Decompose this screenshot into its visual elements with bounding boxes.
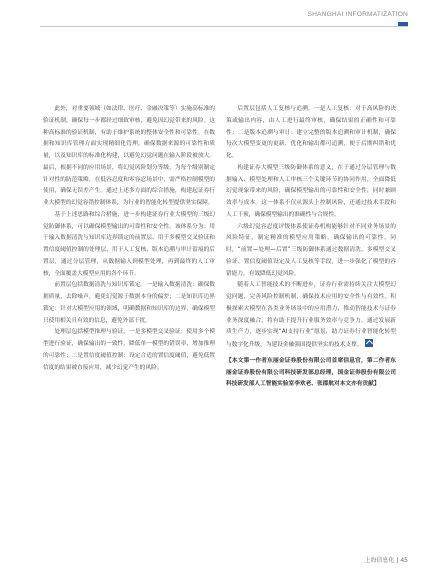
paragraph-final-text: 随着人工智能技术的不断进步，证券行业需持续关注大模型幻觉问题，完善风险控制机制，确保技术应用的安全性与有效性。积极探索大模型在各类业务场景中的应用潜力，推动智能技术与证券业务深度融合，将有助于提升行业服务效率与竞争力。通过发展新质生产力，逐步实现“AI支持行业”愿景，助力证券行业智能化转型与数字化升级，为建设金融强国提供坚实的技术支撑。	[226, 282, 396, 348]
header-rule	[40, 26, 408, 27]
paragraph: 六级幻觉容忍度评级体系使证券机构能够针对不同业务场景的风险特征，制定精准的模型应用策略，确保输出的可靠性。同时，“前置—处理—后置”三级防御体系通过数据清洗、多模型交叉验证、置信度阈值设定及人工复核等手段，进一步强化了模型的容错能力，有效降低幻觉风险。	[226, 223, 396, 277]
left-column	[43, 104, 215, 374]
right-column	[226, 104, 396, 391]
footer-separator: |	[396, 557, 399, 564]
paragraph: 后置层包括人工复核与追溯。一是人工复核：对于高风险的决策或输出内容，由人工进行最终审核，确保结果的正确性和可靠性；二是版本追溯与审计：建立完整的版本追溯和审计机制，确保每次大模型变更的更新、优化和输出都可追溯，便于后期纠错和优化。	[226, 106, 396, 159]
end-of-article-icon	[365, 339, 373, 347]
paragraph-final	[226, 280, 396, 352]
paragraph: 前置层包括数据清洗与知识库锁定。一是输入数据清洗：确保数据质量，去除噪声，避免幻觉源于数据本身的偏差；二是知识库边界锁定：针对大模型应用的领域，明确数据和知识库的边界，确保模型只使用相关且有效的信息，避免外部干扰。	[43, 282, 215, 324]
paragraph: 基于上述思路和综合措施，进一步构建证券行业大模型的三级幻觉防御体系，可以确保模型输出的可靠性和安全性。该体系分为：用于输入数据清洗与知识库边界锁定的前置层、用于多模型交叉验证和置信度阈值控制的处理层、用于人工复核、版本追溯与审计留痕的后置层，通过分层管理，从数据输入到模型处理，再到最终的人工审核，全面覆盖大模型应用的各个环节。	[43, 211, 215, 277]
header-accent-tab	[398, 22, 408, 26]
page-footer	[322, 555, 408, 564]
running-header: SHANGHAI INFORMATIZATION	[307, 11, 408, 18]
page-number: 45	[400, 557, 408, 564]
paragraph: 构建证券大模型三级防御体系的意义，在于通过分层管理与数据输入、模型处理和人工审核三个关键环节的协同作用，全面降低幻觉现象带来的风险，确保模型输出的可靠性和安全性，同时兼顾效率与成本。这一体系不仅从源头上控制风险，还通过技术手段和人工干预，确保模型输出的准确性与合规性。	[226, 164, 396, 218]
author-note: 【本文第一作者东丽金证券股份有限公司首席信息官，第二作者东丽金证券股份有限公司科技研发部总经理，国金证券股份有限公司科技研发部人工智能实验室李欢老、张郡航对本文亦有贡献】	[226, 357, 396, 388]
publication-name: 上海信息化	[364, 557, 395, 564]
paragraph: 处理层包括模型推理与验证。一是多模型交叉验证：使用多个模型进行验证，确保输出的一致性，降低单一模型的错误率，增加推理的可靠性；二是置信度阈值控制：设定合适的置信度阈值，避免低置信度的结果被直接应用，减少幻觉产生的风险。	[43, 329, 215, 371]
paragraph: 此外，对重要领域（如法律、医疗、金融决策等）实施高标准的验证机制，确保每一步都经过细致审核，避免因幻觉带来的风险。这种高标准的验证机制，有助于维护系统的整体安全性和可靠性。在数据和知识库管理方面实现精细化管理，确保数据来源的可靠性和质量，以及知识库的标准化构建，以避免幻觉问题在输入阶段被放大。最后，根据不同的应用场景，将幻觉风险划分等级，为每个级别制定针对性的防范策略，在低容忍度和零容忍场景中，需严格控制模型的使用，确保无误差产生。通过上述多方面的综合措施，构建起证券行业大模型的幻觉容错控制体系，为行业的智能化转型提供坚实保障。	[43, 106, 215, 206]
